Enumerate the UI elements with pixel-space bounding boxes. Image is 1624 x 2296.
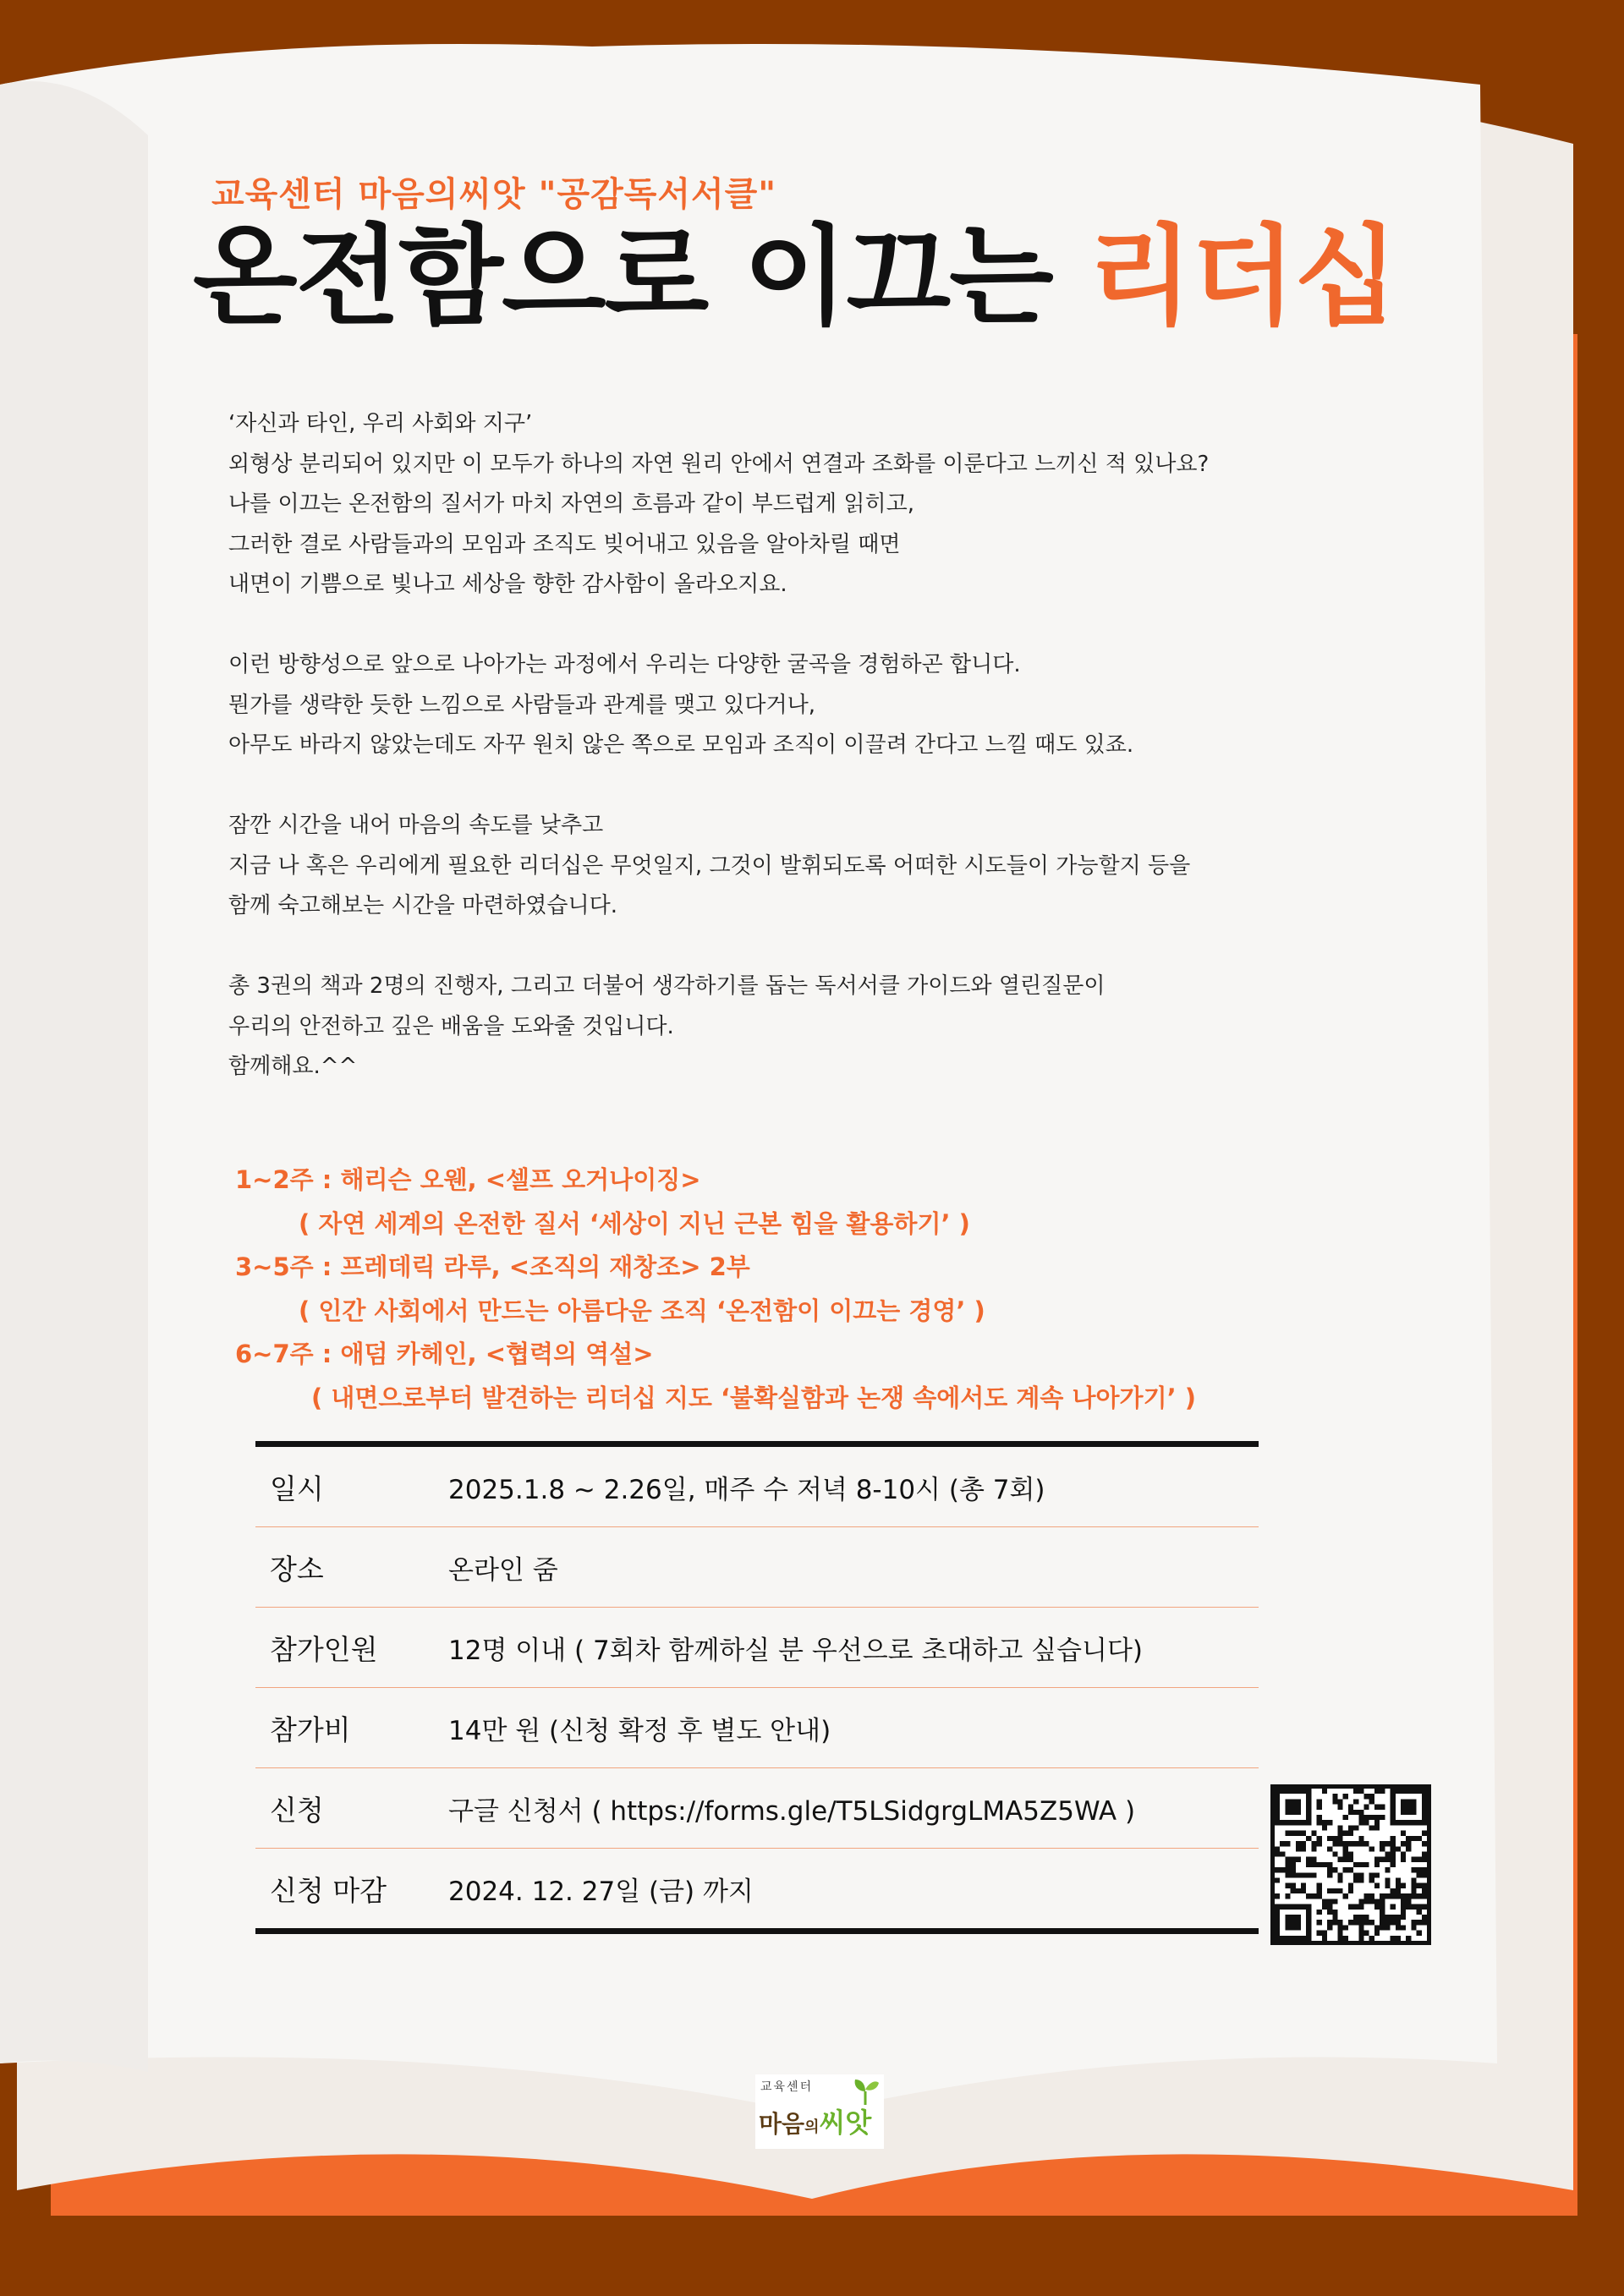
- book-title: 3~5주 : 프레데릭 라루, <조직의 재창조> 2부: [235, 1252, 750, 1281]
- intro-line: 우리의 안전하고 깊은 배움을 도와줄 것입니다.: [228, 1013, 674, 1039]
- book-description: ( 자연 세계의 온전한 질서 ‘세상이 지닌 근본 힘을 활용하기’ ): [299, 1208, 970, 1238]
- info-row-capacity: [255, 1608, 1259, 1688]
- info-label: 신청: [270, 1793, 324, 1827]
- logo-top-text: 교육센터: [760, 2080, 814, 2094]
- intro-line: 이런 방향성으로 앞으로 나아가는 과정에서 우리는 다양한 굴곡을 경험하곤 합니다.: [228, 652, 1021, 677]
- book-description: ( 내면으로부터 발견하는 리더십 지도 ‘불확실함과 논쟁 속에서도 계속 나아가기’ ): [311, 1383, 1196, 1412]
- intro-text: [228, 404, 1294, 1088]
- title-main: 온전함으로 이끄는: [193, 214, 1089, 340]
- info-value: 2024. 12. 27일 (금) 까지: [448, 1876, 754, 1907]
- title-accent: 리더십: [1088, 214, 1397, 340]
- intro-line: 함께 숙고해보는 시간을 마련하였습니다.: [228, 893, 618, 918]
- info-label: 일시: [270, 1471, 324, 1505]
- info-value: 12명 이내 ( 7회차 함께하실 분 우선으로 초대하고 싶습니다): [448, 1635, 1143, 1666]
- qr-code[interactable]: [1270, 1784, 1431, 1945]
- info-row-fee: [255, 1688, 1259, 1768]
- logo-main-text: [759, 2101, 871, 2140]
- logo-word-3: 씨앗: [819, 2107, 872, 2139]
- intro-line: 외형상 분리되어 있지만 이 모두가 하나의 자연 원리 안에서 연결과 조화를 이룬다고 느끼신 적 있나요?: [228, 451, 1210, 477]
- info-table: [255, 1441, 1259, 1934]
- paragraph-gap: [228, 606, 1294, 646]
- intro-line: 총 3권의 책과 2명의 진행자, 그리고 더불어 생각하기를 돕는 독서서클 가이드와 열린질문이: [228, 973, 1106, 999]
- info-label: 신청 마감: [270, 1873, 387, 1907]
- info-label: 참가인원: [270, 1632, 378, 1666]
- info-row-deadline: [255, 1849, 1259, 1928]
- intro-line: 뭔가를 생략한 듯한 느낌으로 사람들과 관계를 맺고 있다거나,: [228, 692, 816, 718]
- qr-code-icon: [1275, 1789, 1427, 1941]
- intro-line: 그러한 결로 사람들과의 모임과 조직도 빚어내고 있음을 알아차릴 때면: [228, 531, 901, 557]
- logo: [755, 2074, 884, 2149]
- intro-line: 아무도 바라지 않았는데도 자꾸 원치 않은 쪽으로 모임과 조직이 이끌려 간다고 느낄 때도 있죠.: [228, 732, 1134, 758]
- logo-word-1: 마음: [759, 2110, 805, 2138]
- info-row-place: [255, 1527, 1259, 1608]
- info-row-date: [255, 1447, 1259, 1527]
- intro-line: 함께해요.^^: [228, 1054, 358, 1079]
- application-link[interactable]: 구글 신청서 ( https://forms.gle/T5LSidgrgLMA5Z5WA ): [448, 1795, 1136, 1827]
- book-title: 1~2주 : 해리슨 오웬, <셀프 오거나이징>: [235, 1165, 701, 1194]
- info-value: 온라인 줌: [448, 1554, 558, 1586]
- info-row-application: [255, 1768, 1259, 1849]
- info-label: 참가비: [270, 1712, 351, 1746]
- book-description: ( 인간 사회에서 만드는 아름다운 조직 ‘온전함이 이끄는 경영’ ): [299, 1296, 985, 1325]
- intro-line: 잠깐 시간을 내어 마음의 속도를 낮추고: [228, 813, 604, 838]
- paragraph-gap: [228, 766, 1294, 807]
- intro-line: 내면이 기쁨으로 빛나고 세상을 향한 감사함이 올라오지요.: [228, 572, 787, 597]
- page-subtitle: 교육센터 마음의씨앗 "공감독서서클": [211, 175, 777, 214]
- info-value: 2025.1.8 ~ 2.26일, 매주 수 저녁 8-10시 (총 7회): [448, 1474, 1045, 1505]
- page-title: [193, 214, 1397, 340]
- book-schedule: [235, 1159, 1196, 1420]
- intro-line: 나를 이끄는 온전함의 질서가 마치 자연의 흐름과 같이 부드럽게 읽히고,: [228, 491, 915, 517]
- paragraph-gap: [228, 927, 1294, 967]
- intro-line: ‘자신과 타인, 우리 사회와 지구’: [228, 411, 533, 436]
- info-label: 장소: [270, 1552, 324, 1586]
- intro-line: 지금 나 혹은 우리에게 필요한 리더십은 무엇일지, 그것이 발휘되도록 어떠한 시도들이 가능할지 등을: [228, 852, 1191, 879]
- book-title: 6~7주 : 애덤 카헤인, <협력의 역설>: [235, 1340, 654, 1368]
- info-value: 14만 원 (신청 확정 후 별도 안내): [448, 1715, 831, 1746]
- logo-word-2: 의: [804, 2118, 820, 2136]
